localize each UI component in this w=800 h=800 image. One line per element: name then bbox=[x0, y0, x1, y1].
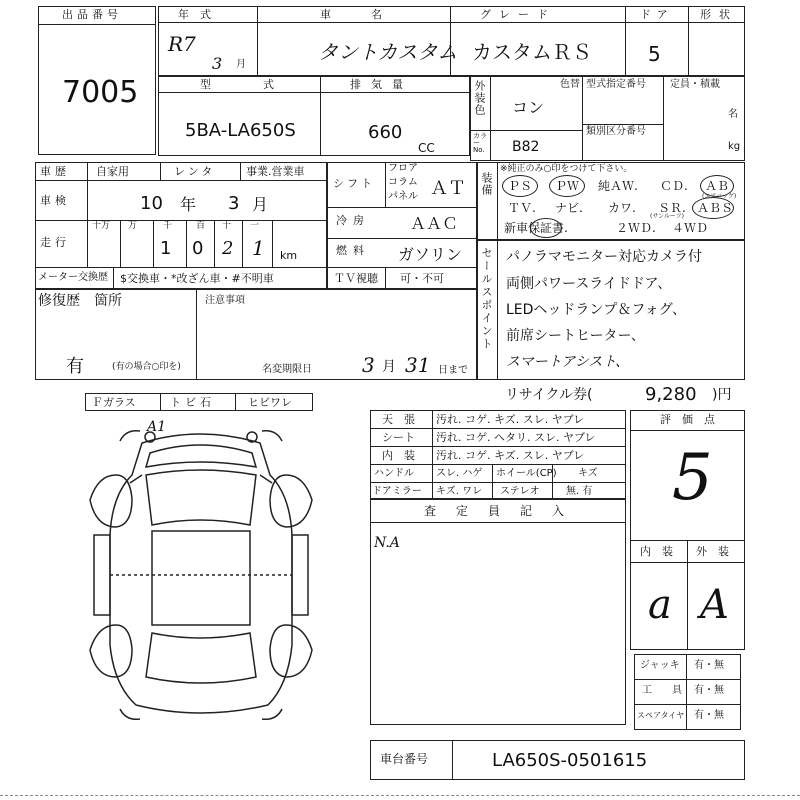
equip-cd: ＣＤ. bbox=[660, 179, 688, 193]
cond-stereo-values: 無. 有 bbox=[566, 486, 593, 497]
ac-label: 冷房 bbox=[336, 214, 370, 227]
color-no-label: カラーNo. bbox=[473, 132, 487, 154]
grade-value: カスタムＲＳ bbox=[472, 40, 592, 64]
type-label: 型 式 bbox=[200, 78, 284, 91]
type-value: 5BA-LA650S bbox=[185, 120, 296, 141]
repair-label: 修復歴 箇所 bbox=[38, 293, 122, 309]
equipment-label: 装備 bbox=[480, 172, 493, 196]
displacement-unit: CC bbox=[418, 141, 435, 155]
inspector-note: N.A bbox=[374, 535, 400, 551]
capacity-unit2: kg bbox=[728, 141, 741, 152]
glass-chip: トビ石 bbox=[170, 396, 215, 409]
deadline-day: 31 bbox=[405, 353, 431, 377]
score-exterior: A bbox=[700, 582, 729, 628]
selling-point-3: LEDヘッドランプ＆フォグ、 bbox=[506, 302, 687, 318]
inspector-box bbox=[370, 499, 626, 725]
mileage-unit-10k: 万 bbox=[128, 221, 138, 231]
usage-private: 自家用 bbox=[96, 165, 129, 178]
deadline-month: 3 bbox=[362, 353, 375, 377]
equip-ab: ＡＢ bbox=[705, 179, 730, 193]
circle-ab bbox=[700, 175, 734, 197]
chassis-label: 車台番号 bbox=[380, 752, 429, 766]
equip-pw: ＰＷ bbox=[555, 179, 580, 193]
cond-mirror-label: ドアミラー bbox=[372, 486, 422, 497]
tools-label: 工 具 bbox=[642, 685, 682, 696]
lot-label: 出品番号 bbox=[62, 8, 122, 21]
equip-sr: ＳＲ. bbox=[658, 201, 686, 215]
cond-seat-label: シート bbox=[382, 431, 415, 444]
selling-point-5: スマートアシスト、 bbox=[506, 354, 630, 370]
cond-interior-values: 汚れ. コゲ. キズ. スレ. ヤブレ bbox=[436, 449, 585, 462]
mileage-digit-1: 1 bbox=[160, 238, 172, 259]
equip-navi: ナビ. bbox=[555, 201, 583, 215]
deadline-suffix: 日まで bbox=[438, 365, 468, 376]
score-exterior-label: 外 装 bbox=[696, 545, 729, 558]
model-label: 車 名 bbox=[320, 8, 388, 21]
lot-number: 7005 bbox=[62, 75, 139, 110]
model-name: タントカスタム bbox=[318, 40, 458, 64]
equip-ab-sub: (エアバッグ) bbox=[702, 193, 737, 200]
mileage-label: 走行 bbox=[40, 236, 70, 249]
glass-crack: ヒビワレ bbox=[248, 396, 292, 409]
color-side-label: 外装色 bbox=[473, 80, 486, 116]
equip-tv: ＴＶ. bbox=[508, 201, 536, 215]
capacity-unit1: 名 bbox=[728, 109, 738, 120]
cond-handle-values: スレ. ハゲ bbox=[436, 468, 483, 479]
fuel-value: ガソリン bbox=[398, 245, 463, 264]
selling-point-4: 前席シートヒーター、 bbox=[506, 328, 645, 344]
shift-floor: フロア bbox=[388, 163, 418, 174]
doors-label: ドア bbox=[640, 8, 674, 21]
mileage-unit-1: 一 bbox=[250, 221, 260, 231]
cond-wheel-label: ホイール(CP) bbox=[496, 468, 557, 479]
year-value: R7 bbox=[168, 32, 196, 56]
mileage-unit: km bbox=[280, 249, 298, 262]
mileage-unit-100k: 十万 bbox=[92, 221, 111, 231]
spare-label: スペアタイヤ bbox=[637, 711, 685, 720]
circle-ps bbox=[502, 175, 538, 197]
shift-panel: パネル bbox=[388, 191, 418, 202]
shape-label: 形状 bbox=[700, 8, 738, 21]
recycle-label: リサイクル券( bbox=[505, 387, 593, 403]
usage-rental: レンタ bbox=[174, 165, 216, 178]
recycle-unit: )円 bbox=[712, 387, 732, 403]
circle-pw bbox=[549, 175, 585, 197]
fuel-label: 燃料 bbox=[336, 244, 370, 257]
notes-label: 注意事項 bbox=[205, 295, 245, 306]
history-block bbox=[35, 162, 327, 289]
meter-label: メーター交換歴 bbox=[38, 272, 108, 283]
selling-point-2: 両側パワースライドドア、 bbox=[506, 276, 672, 292]
tools-value: 有・無 bbox=[694, 685, 724, 696]
score-interior-label: 内 装 bbox=[640, 545, 673, 558]
repair-note: (有の場合○印を) bbox=[112, 362, 181, 372]
score-value: 5 bbox=[672, 441, 713, 515]
mileage-unit-100: 百 bbox=[196, 221, 206, 231]
color-code: B82 bbox=[512, 139, 540, 155]
shift-label: シフト bbox=[333, 177, 375, 190]
month-value: 3 bbox=[212, 54, 223, 73]
color-swap-label: 色替 bbox=[560, 79, 580, 90]
cond-handle-label: ハンドル bbox=[374, 468, 414, 479]
car-diagram bbox=[80, 415, 325, 735]
usage-business: 事業.営業車 bbox=[246, 165, 305, 178]
recycle-value: 9,280 bbox=[645, 384, 697, 405]
inspection-year-unit: 年 bbox=[180, 195, 197, 214]
inspection-label: 車検 bbox=[40, 194, 70, 207]
deadline-month-unit: 月 bbox=[382, 359, 396, 375]
cond-ceiling-values: 汚れ. コゲ. キズ. スレ. ヤブレ bbox=[436, 413, 585, 426]
mileage-digit-2: 0 bbox=[192, 238, 204, 259]
cond-seat-values: 汚れ. コゲ. ヘタリ. スレ. ヤブレ bbox=[436, 431, 596, 444]
cond-stereo-label: ステレオ bbox=[500, 486, 540, 497]
equip-2wd: ２ＷＤ. bbox=[616, 221, 656, 235]
equip-sr-sub: (サンルーフ) bbox=[650, 213, 684, 220]
score-interior: a bbox=[648, 582, 672, 628]
month-unit: 月 bbox=[236, 59, 246, 70]
equip-4wd: ４ＷＤ bbox=[672, 221, 709, 235]
jack-label: ジャッキ bbox=[640, 660, 680, 671]
glass-front: Ｆガラス bbox=[92, 396, 136, 409]
cond-ceiling-label: 天 張 bbox=[382, 413, 415, 426]
circle-abs bbox=[692, 197, 734, 219]
equip-abs: ＡＢＳ bbox=[697, 201, 734, 215]
tv-label: ＴＶ視聴 bbox=[334, 272, 378, 285]
jack-value: 有・無 bbox=[694, 660, 724, 671]
selling-point-1: パノラマモニター対応カメラ付 bbox=[506, 249, 702, 265]
tv-options: 可・不可 bbox=[400, 272, 444, 285]
shift-value: ＡＴ bbox=[430, 178, 466, 199]
equip-ps: ＰＳ bbox=[508, 179, 533, 193]
cond-interior-label: 内 装 bbox=[382, 449, 415, 462]
equipment-note: ※純正のみ○印をつけて下さい。 bbox=[500, 164, 633, 174]
deadline-label: 名変期限日 bbox=[262, 364, 312, 375]
inspection-year: 10 bbox=[140, 193, 163, 214]
spare-value: 有・無 bbox=[694, 710, 724, 721]
mileage-digit-4: 1 bbox=[252, 236, 265, 260]
grade-label: グレード bbox=[480, 8, 556, 21]
cond-mirror-values: キズ. ワレ bbox=[436, 486, 483, 497]
equip-leather: カワ. bbox=[608, 201, 636, 215]
chassis-value: LA650S-0501615 bbox=[492, 750, 648, 771]
usage-label: 車歴 bbox=[40, 165, 70, 178]
ac-value: ＡＡＣ bbox=[410, 214, 459, 233]
equip-warranty: 新車保証書. bbox=[504, 221, 568, 235]
displacement-label: 排気量 bbox=[350, 78, 413, 91]
type-approval-label: 型式指定番号 bbox=[586, 79, 646, 90]
inspection-month: 3 bbox=[228, 193, 240, 214]
shift-column: コラム bbox=[388, 177, 418, 188]
class-label: 類別区分番号 bbox=[586, 126, 646, 137]
year-label: 年 式 bbox=[178, 8, 211, 21]
displacement-value: 660 bbox=[368, 122, 403, 143]
mileage-unit-1k: 千 bbox=[163, 221, 173, 231]
damage-mark: A1 bbox=[147, 419, 167, 435]
mileage-digit-3: 2 bbox=[222, 238, 234, 259]
doors-value: 5 bbox=[648, 42, 661, 66]
mileage-unit-10: 十 bbox=[222, 221, 232, 231]
capacity-label: 定員・積載 bbox=[670, 79, 720, 90]
repair-value: 有 bbox=[66, 356, 84, 377]
score-label: 評 価 点 bbox=[660, 413, 715, 426]
inspection-month-unit: 月 bbox=[252, 195, 269, 214]
equip-aw: 純ＡＷ. bbox=[598, 179, 638, 193]
selling-label: セールスポイント bbox=[480, 247, 493, 351]
circle-warranty bbox=[530, 218, 562, 238]
color-name: コン bbox=[512, 98, 545, 117]
cond-wheel-values: キズ bbox=[578, 468, 598, 479]
meter-options: $交換車・*改ざん車・#不明車 bbox=[120, 272, 274, 285]
inspector-label: 査 定 員 記 入 bbox=[424, 504, 569, 518]
